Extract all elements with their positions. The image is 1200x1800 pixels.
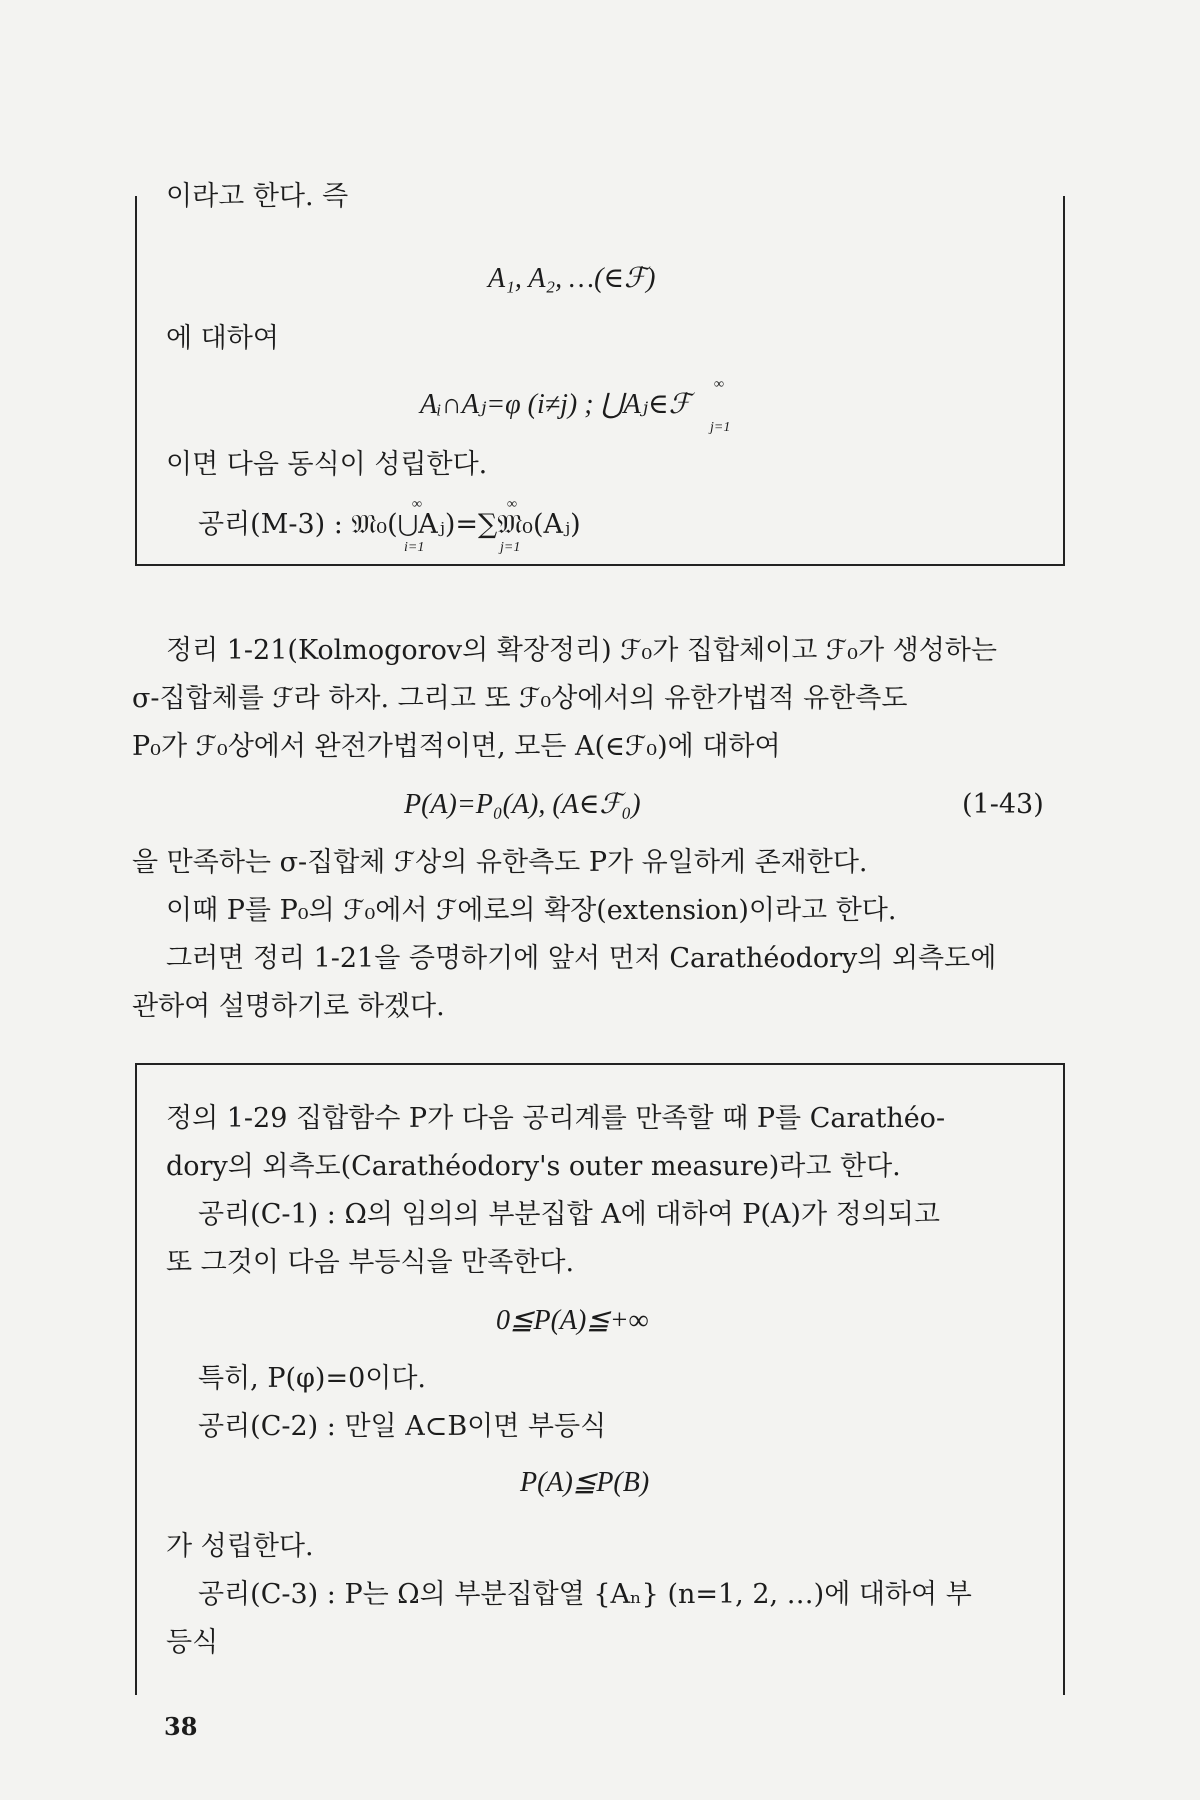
theorem-equation: P(A)=P₀(A), (A∈ℱ₀) xyxy=(404,789,641,820)
box1-equation-1: A₁, A₂, …(∈ℱ) xyxy=(488,263,656,294)
box1-equation-2-sub: j=1 xyxy=(710,420,731,435)
axiom-c3: 공리(C-3) : P는 Ω의 부분집합열 {Aₙ} (n=1, 2, …)에 대하여 부 xyxy=(198,1579,972,1610)
axiom-c1: 공리(C-1) : Ω의 임의의 부분집합 A에 대하여 P(A)가 정의되고 xyxy=(198,1199,940,1230)
box1-line-2: 에 대하여 xyxy=(166,323,279,354)
definition-line-4: 또 그것이 다음 부등식을 만족한다. xyxy=(166,1247,575,1278)
axiom-m3: 공리(M-3) : 𝔐₀(⋃Aⱼ)=∑𝔐₀(Aⱼ) xyxy=(198,509,581,540)
theorem-line-3: P₀가 ℱ₀상에서 완전가법적이면, 모든 A(∈ℱ₀)에 대하여 xyxy=(132,731,781,762)
definition-line-7: 가 성립한다. xyxy=(166,1531,314,1562)
theorem-line-7: 관하여 설명하기로 하겠다. xyxy=(132,991,445,1022)
theorem-line-2: σ-집합체를 ℱ라 하자. 그리고 또 ℱ₀상에서의 유한가법적 유한측도 xyxy=(132,683,908,714)
axiom-m3-sup-2: ∞ xyxy=(507,497,517,512)
equation-number: (1-43) xyxy=(962,789,1044,820)
definition-line-5: 특히, P(φ)=0이다. xyxy=(198,1363,427,1394)
axiom-m3-sub-1: i=1 xyxy=(404,540,425,555)
inequality-1: 0≦P(A)≦+∞ xyxy=(496,1305,649,1336)
box1-line-3: 이면 다음 동식이 성립한다. xyxy=(166,449,488,480)
theorem-line-4: 을 만족하는 σ-집합체 ℱ상의 유한측도 P가 유일하게 존재한다. xyxy=(132,847,868,878)
box1-equation-2: Aᵢ∩Aⱼ=φ (i≠j) ; ⋃Aⱼ∈ℱ xyxy=(420,389,691,420)
theorem-line-6: 그러면 정리 1-21을 증명하기에 앞서 먼저 Carathéodory의 외측도에 xyxy=(166,943,997,974)
definition-line-1: 정의 1-29 집합함수 P가 다음 공리계를 만족할 때 P를 Carathéo- xyxy=(166,1103,946,1134)
definition-line-2: dory의 외측도(Carathéodory's outer measure)라고 한다. xyxy=(166,1151,901,1182)
theorem-line-5: 이때 P를 P₀의 ℱ₀에서 ℱ에로의 확장(extension)이라고 한다. xyxy=(166,895,897,926)
inequality-2: P(A)≦P(B) xyxy=(520,1467,650,1498)
axiom-m3-sup-1: ∞ xyxy=(412,497,422,512)
axiom-c2: 공리(C-2) : 만일 A⊂B이면 부등식 xyxy=(198,1411,607,1442)
box1-equation-2-sup: ∞ xyxy=(714,377,724,392)
box1-line-1: 이라고 한다. 즉 xyxy=(166,181,349,212)
axiom-m3-sub-2: j=1 xyxy=(500,540,521,555)
definition-line-9: 등식 xyxy=(166,1627,219,1658)
theorem-line-1: 정리 1-21(Kolmogorov의 확장정리) ℱ₀가 집합체이고 ℱ₀가 생성하는 xyxy=(166,635,997,666)
page-number: 38 xyxy=(164,1712,198,1741)
